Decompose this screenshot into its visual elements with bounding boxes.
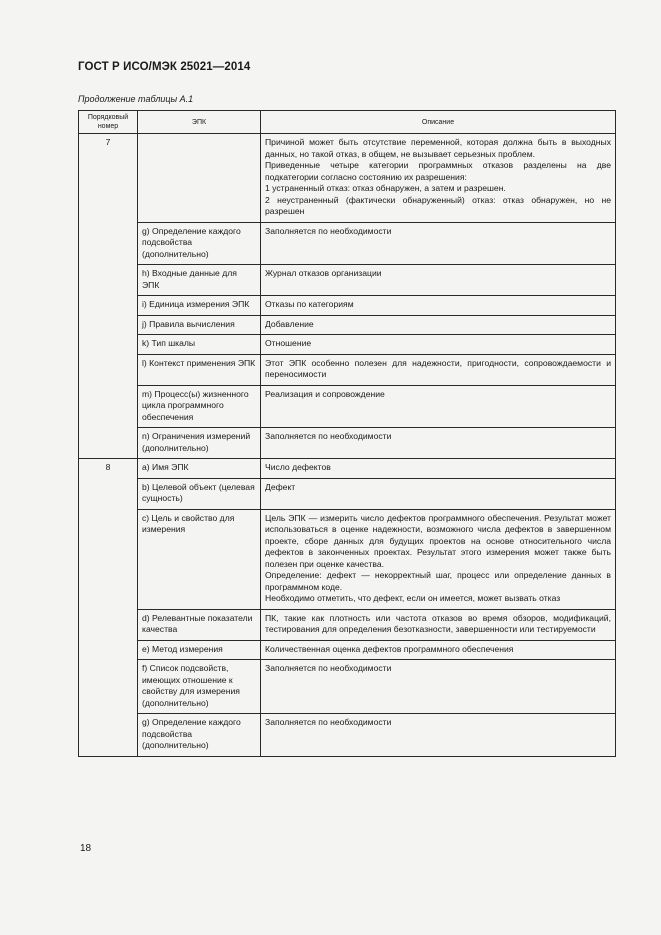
table-row: [79, 265, 616, 296]
description-line: Дефект: [265, 481, 296, 492]
epk-cell: j) Правила вычисления: [138, 315, 261, 335]
table-row: [79, 660, 616, 714]
description-line: Реализация и сопровождение: [265, 388, 385, 399]
description-cell: [261, 265, 616, 296]
table-row: [79, 296, 616, 316]
description-cell: [261, 134, 616, 223]
description-line: Цель ЭПК — измерить число дефектов программного обеспечения. Результат может использоваться в оценке надежности, возможного числа дефектов в завершенном проекте, сборе данных для будущих проектов на основе относительного числа дефектов в законченных проектах. Результат этого измерения может также быть полезен при оценке качества.: [265, 512, 611, 569]
description-cell: [261, 509, 616, 609]
epk-cell: k) Тип шкалы: [138, 335, 261, 355]
row-number-cell: 8: [79, 459, 138, 757]
description-line: Определение: дефект — некорректный шаг, процесс или определение данных в программном коде.: [265, 570, 611, 592]
table-body: [79, 134, 616, 757]
table-row: [79, 134, 616, 223]
description-line: Необходимо отметить, что дефект, если он имеется, может вызвать отказ: [265, 593, 561, 603]
specification-table: [78, 110, 616, 757]
table-row: [79, 315, 616, 335]
table-row: [79, 222, 616, 265]
epk-cell: h) Входные данные для ЭПК: [138, 265, 261, 296]
description-line: Заполняется по необходимости: [265, 225, 392, 236]
epk-cell: [138, 134, 261, 223]
description-line: Отношение: [265, 338, 312, 348]
description-cell: [261, 385, 616, 428]
epk-cell: g) Определение каждого подсвойства (дополнительно): [138, 714, 261, 757]
epk-cell: m) Процесс(ы) жизненного цикла программного обеспечения: [138, 385, 261, 428]
epk-cell: n) Ограничения измерений (дополнительно): [138, 428, 261, 459]
description-line: Количественная оценка дефектов программного обеспечения: [265, 643, 514, 654]
table-row: [79, 335, 616, 355]
row-number-cell: 7: [79, 134, 138, 459]
description-cell: [261, 714, 616, 757]
description-cell: [261, 609, 616, 640]
epk-cell: b) Целевой объект (целевая сущность): [138, 478, 261, 509]
column-header-description: Описание: [261, 111, 616, 134]
epk-cell: i) Единица измерения ЭПК: [138, 296, 261, 316]
table-row: [79, 354, 616, 385]
description-cell: [261, 428, 616, 459]
table-row: [79, 714, 616, 757]
description-cell: [261, 222, 616, 265]
description-cell: [261, 478, 616, 509]
description-cell: [261, 296, 616, 316]
table-row: [79, 609, 616, 640]
description-line: Журнал отказов организации: [265, 268, 382, 278]
description-line: Добавление: [265, 318, 314, 329]
description-line: Заполняется по необходимости: [265, 717, 392, 727]
description-cell: [261, 640, 616, 660]
description-cell: [261, 354, 616, 385]
epk-cell: а) Имя ЭПК: [138, 459, 261, 479]
epk-cell: d) Релевантные показатели качества: [138, 609, 261, 640]
description-cell: [261, 459, 616, 479]
table-row: [79, 509, 616, 609]
description-line: Число дефектов: [265, 462, 331, 472]
table-row: [79, 385, 616, 428]
table-row: [79, 459, 616, 479]
column-header-epk: ЭПК: [138, 111, 261, 134]
epk-cell: с) Цель и свойство для измерения: [138, 509, 261, 609]
document-code: ГОСТ Р ИСО/МЭК 25021—2014: [78, 61, 251, 73]
epk-cell: l) Контекст применения ЭПК: [138, 354, 261, 385]
page-number: 18: [80, 843, 92, 854]
table-row: [79, 640, 616, 660]
description-cell: [261, 315, 616, 335]
description-line: Причиной может быть отсутствие переменной, которая должна быть в выходных данных, но такой отказ, в общем, не вызывает серьезных проблем.: [265, 137, 611, 159]
epk-cell: е) Метод измерения: [138, 640, 261, 660]
epk-cell: f) Список подсвойств, имеющих отношение к свойству для измерения (дополнительно): [138, 660, 261, 714]
description-line: Приведенные четыре категории программных отказов разделены на две подкатегории согласно состоянию их разрешения:: [265, 160, 611, 182]
description-line: ПК, такие как плотность или частота отказов во время обзоров, модификаций, тестирования для определения безотказности, завершенности или тестируемости: [265, 612, 611, 634]
description-cell: [261, 660, 616, 714]
description-line: Этот ЭПК особенно полезен для надежности, пригодности, сопровождаемости и переносимости: [265, 357, 611, 379]
description-line: Отказы по категориям: [265, 299, 354, 309]
description-line: Заполняется по необходимости: [265, 431, 392, 441]
column-header-number: Порядковый номер: [79, 111, 138, 134]
table-header-row: [79, 111, 616, 134]
table-row: [79, 478, 616, 509]
description-line: 1 устраненный отказ: отказ обнаружен, а затем и разрешен.: [265, 183, 506, 193]
description-line: 2 неустраненный (фактически обнаруженный) отказ: отказ обнаружен, но не разрешен: [265, 194, 611, 216]
description-line: Заполняется по необходимости: [265, 663, 392, 673]
epk-cell: g) Определение каждого подсвойства (дополнительно): [138, 222, 261, 265]
table-caption: Продолжение таблицы А.1: [78, 94, 194, 104]
table-row: [79, 428, 616, 459]
description-cell: [261, 335, 616, 355]
